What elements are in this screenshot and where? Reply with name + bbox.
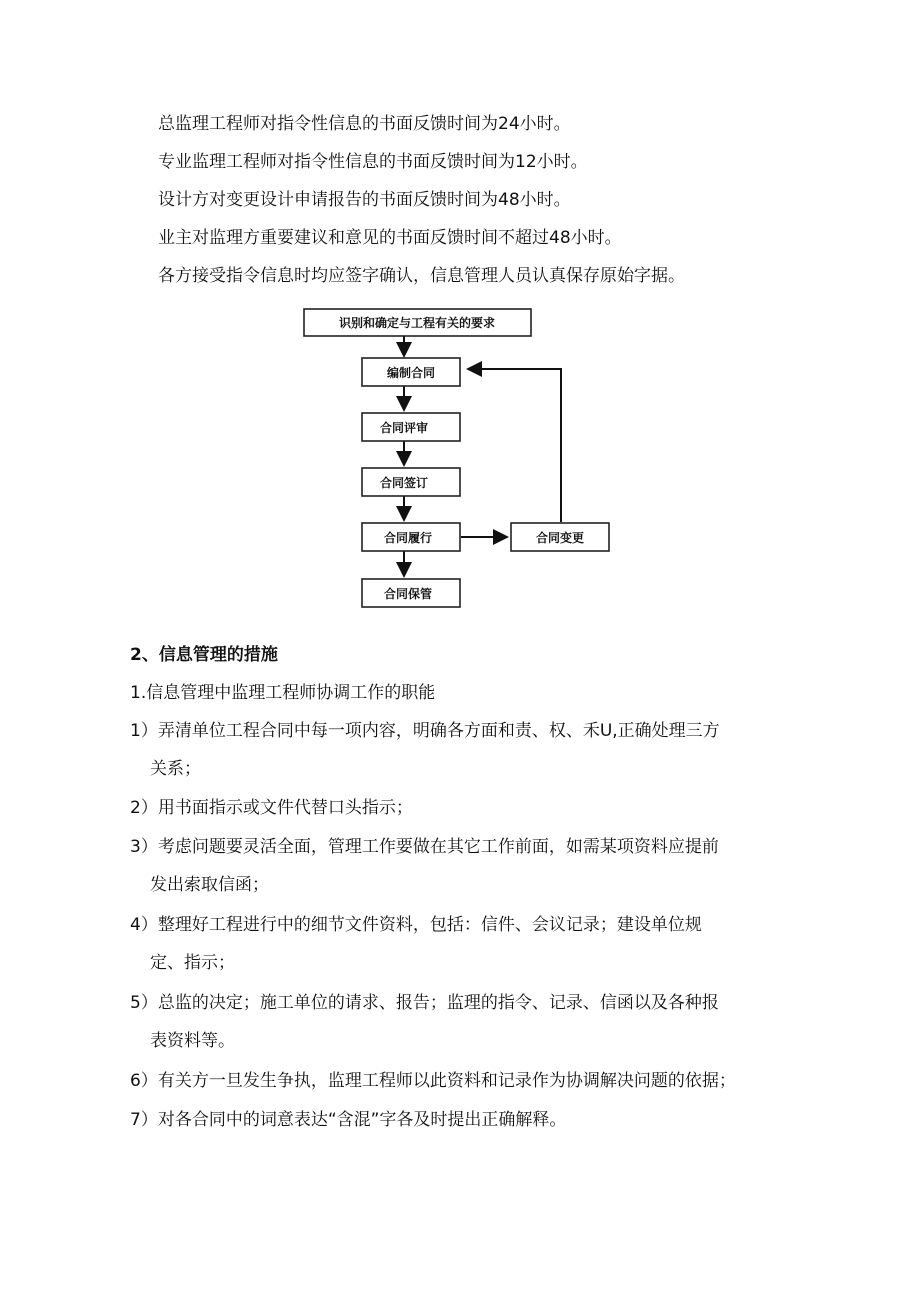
intro-paragraph-3: 设计方对变更设计申请报告的书面反馈时间为48小时。 (158, 190, 571, 210)
list-item-6: 6）有关方一旦发生争执，监理工程师以此资料和记录作为协调解决问题的依据； (130, 1071, 736, 1091)
list-item-4-line-2: 定、指示； (150, 953, 235, 973)
intro-paragraph-1: 总监理工程师对指令性信息的书面反馈时间为24小时。 (158, 114, 571, 134)
list-item-1-line-2: 关系； (150, 759, 201, 779)
flow-node-change (511, 523, 609, 551)
flow-node-change-label: 合同变更 (535, 531, 585, 545)
list-item-5-line-2: 表资料等。 (150, 1031, 235, 1051)
flow-node-archive-label: 合同保管 (383, 587, 433, 601)
flow-node-review (362, 413, 460, 441)
list-item-1-line-1: 1）弄清单位工程合同中每一项内容，明确各方面和责、权、禾U,正确处理三方 (130, 721, 720, 741)
intro-paragraph-4: 业主对监理方重要建议和意见的书面反馈时间不超过48小时。 (158, 228, 622, 248)
section-heading: 2、信息管理的措施 (130, 645, 278, 665)
intro-paragraph-5: 各方接受指令信息时均应签字确认，信息管理人员认真保存原始字据。 (158, 266, 685, 286)
list-item-4-line-1: 4）整理好工程进行中的细节文件资料，包括：信件、会议记录；建设单位规 (130, 915, 702, 935)
flow-node-compile (362, 358, 460, 386)
flow-node-archive (362, 579, 460, 607)
list-item-2: 2）用书面指示或文件代替口头指示； (130, 798, 413, 818)
flow-node-sign (362, 468, 460, 496)
list-item-7: 7）对各合同中的词意表达“含混”字各及时提出正确解释。 (130, 1110, 567, 1130)
section-subheading: 1.信息管理中监理工程师协调工作的职能 (130, 683, 436, 703)
intro-paragraph-2: 专业监理工程师对指令性信息的书面反馈时间为12小时。 (158, 152, 588, 172)
flow-node-perform-label: 合同履行 (383, 531, 433, 545)
flow-node-perform (362, 523, 460, 551)
arrow-change-to-compile (468, 369, 561, 522)
flow-node-requirements-label: 识别和确定与工程有关的要求 (338, 316, 496, 330)
flow-node-requirements (304, 309, 531, 336)
flow-node-sign-label: 合同签订 (379, 476, 429, 490)
flow-node-compile-label: 编制合同 (386, 366, 436, 380)
list-item-3-line-2: 发出索取信函； (150, 875, 269, 895)
list-item-3-line-1: 3）考虑问题要灵活全面，管理工作要做在其它工作前面，如需某项资料应提前 (130, 837, 719, 857)
list-item-5-line-1: 5）总监的决定；施工单位的请求、报告；监理的指令、记录、信函以及各种报 (130, 993, 719, 1013)
flow-node-review-label: 合同评审 (379, 421, 429, 435)
